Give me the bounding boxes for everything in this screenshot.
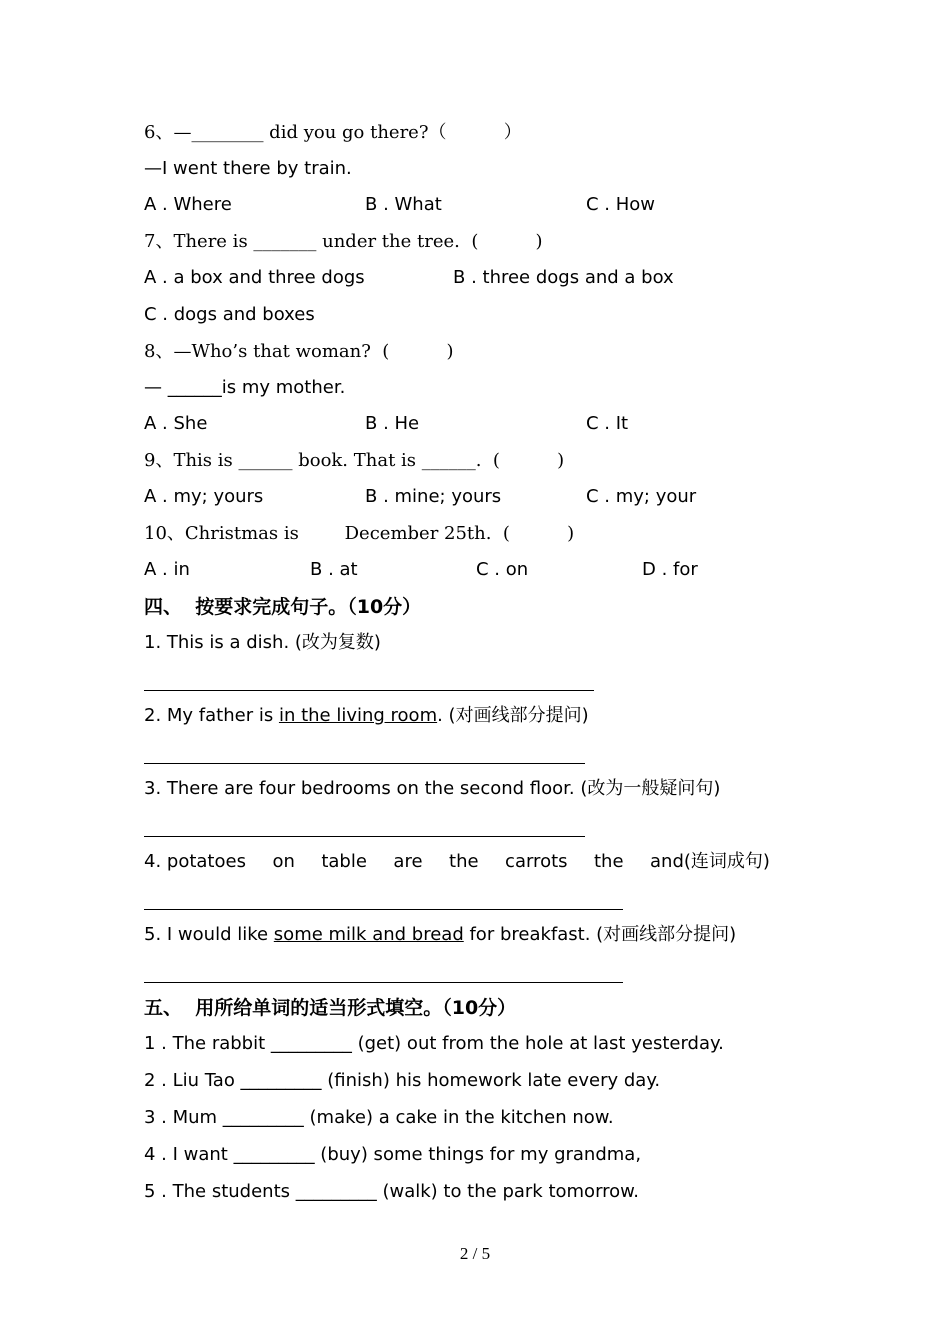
s5-item-3: 3 . Mum _________ (make) a cake in the kitchen now. <box>144 1107 614 1128</box>
section4-heading: 四、 按要求完成句子。（10分） <box>144 596 422 618</box>
s4-q5: 5. I would like some milk and bread for breakfast. (对画线部分提问) <box>144 924 737 945</box>
q10-option-b: B . at <box>310 559 358 580</box>
s5-item-1: 1 . The rabbit _________ (get) out from the hole at last yesterday. <box>144 1033 724 1054</box>
q8-option-b: B . He <box>365 413 420 434</box>
s4-q1: 1. This is a dish. (改为复数) <box>144 632 381 653</box>
s4-q2: 2. My father is in the living room. (对画线部分提问) <box>144 705 589 726</box>
q9-option-b: B . mine; yours <box>365 486 502 507</box>
section5-heading: 五、 用所给单词的适当形式填空。（10分） <box>144 997 517 1019</box>
q8-reply: — ______is my mother. <box>144 377 346 398</box>
s4-q3-answer-line[interactable] <box>144 836 585 837</box>
page-number: 2 / 5 <box>459 1244 491 1263</box>
q7-option-a: A . a box and three dogs <box>144 267 365 288</box>
s4-q5-underlined: some milk and bread <box>273 924 464 945</box>
q10-option-a: A . in <box>144 559 190 580</box>
s4-q1-answer-line[interactable] <box>144 690 594 691</box>
q6-option-c: C . How <box>586 194 656 215</box>
s4-q4: 4. potatoes on table are the carrots the and(连词成句) <box>144 851 770 872</box>
q6-stem: 6、—________ did you go there?（ ） <box>144 122 522 143</box>
q7-stem: 7、There is _______ under the tree. ( ) <box>144 231 543 252</box>
s5-item-5: 5 . The students _________ (walk) to the park tomorrow. <box>144 1181 639 1202</box>
s5-item-2: 2 . Liu Tao _________ (finish) his homework late every day. <box>144 1070 661 1091</box>
s4-q3: 3. There are four bedrooms on the second floor. (改为一般疑问句) <box>144 778 721 799</box>
q9-option-c: C . my; your <box>586 486 697 507</box>
s4-q2-underlined: in the living room <box>278 705 438 726</box>
q10-option-d: D . for <box>642 559 698 580</box>
q7-option-b: B . three dogs and a box <box>453 267 674 288</box>
q8-option-a: A . She <box>144 413 208 434</box>
s5-item-4: 4 . I want _________ (buy) some things for my grandma, <box>144 1144 642 1165</box>
s4-q2-answer-line[interactable] <box>144 763 585 764</box>
s4-q4-answer-line[interactable] <box>144 909 623 910</box>
q10-stem: 10、Christmas is December 25th. ( ) <box>144 523 575 544</box>
q6-option-b: B . What <box>365 194 442 215</box>
q10-option-c: C . on <box>476 559 529 580</box>
s4-q5-answer-line[interactable] <box>144 982 623 983</box>
q9-stem: 9、This is ______ book. That is ______. ( ) <box>144 450 565 471</box>
q6-option-a: A . Where <box>144 194 232 215</box>
q7-option-c: C . dogs and boxes <box>144 304 315 325</box>
q8-stem: 8、—Who’s that woman? ( ) <box>144 341 454 362</box>
q6-reply: —I went there by train. <box>144 158 352 179</box>
q9-option-a: A . my; yours <box>144 486 264 507</box>
q8-option-c: C . It <box>586 413 629 434</box>
